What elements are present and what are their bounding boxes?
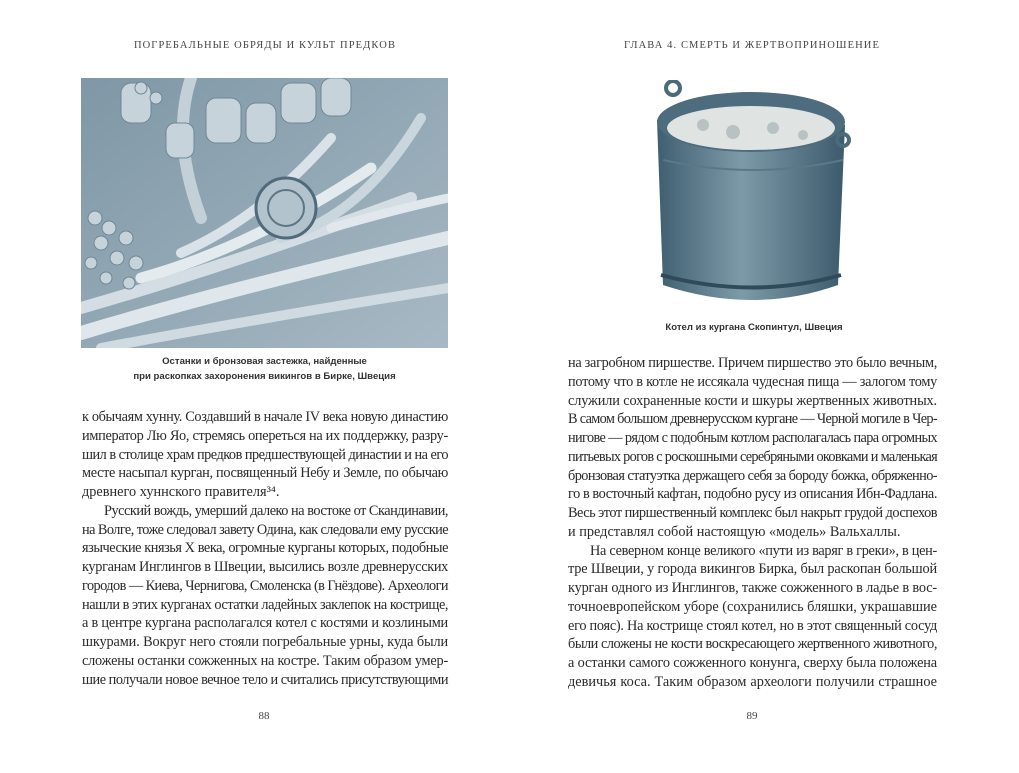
text-line: а останки самого сожженного конунга, сверху была положена — [568, 655, 937, 671]
text-line: В самом большом древнерусском кургане — Черной могиле в Чер- — [568, 411, 937, 428]
text-line: питьевых рогов с роскошными серебряными оковками и маленькая — [568, 448, 937, 465]
text-line: бронзовая статуэтка держащего себя за бороду божка, обряженно- — [568, 467, 937, 484]
text-line: шкурами. Вокруг него стояли погребальные урны, куда были — [82, 634, 448, 650]
running-head: ГЛАВА 4. СМЕРТЬ И ЖЕРТВОПРИНОШЕНИЕ — [624, 40, 880, 51]
text-line: нигове — рядом с подобным котлом располагалась пара огромных — [568, 430, 937, 446]
text-line: древнего хуннского правителя³⁴. — [82, 484, 280, 500]
text-line: курганам Инглингов в Швеции, высились возле древнерусских — [82, 559, 448, 575]
text-line: курган одного из Инглингов, также сожженного в ладье в вос- — [568, 580, 937, 596]
text-line: были сложены не кости воскресающего жертвенного животного, — [568, 636, 937, 653]
text-line: Русский вождь, умерший далеко на востоке от Скандинавии, — [104, 502, 448, 519]
text-line: на загробном пиршестве. Причем пиршество это было вечным, — [568, 355, 937, 371]
text-line: и представлял собой настоящую «модель» Вальхаллы. — [568, 523, 901, 540]
text-line: Весь этот пиршественный комплекс был накрыт грудой доспехов — [568, 505, 937, 521]
running-head: ПОГРЕБАЛЬНЫЕ ОБРЯДЫ И КУЛЬТ ПРЕДКОВ — [133, 40, 397, 51]
page-number: 89 — [746, 710, 758, 722]
text-line: го в восточный кафтан, подобно русу из описания Ибн-Фадлана. — [568, 486, 937, 503]
text-line: тре Швеции, у города викингов Бирка, был раскопан большой — [568, 561, 937, 578]
figure-caption — [570, 320, 938, 335]
text-line: его пояс). На кострище стоял котел, но в этот священный сосуд — [568, 617, 937, 634]
handle-ring — [666, 81, 680, 95]
text-line: языческие князья X века, огромные курганы которых, подобные — [82, 540, 448, 557]
cauldron-photo — [653, 80, 851, 310]
text-line: шие получали новое вечное тело и считались присутствующими — [82, 671, 448, 688]
caption-line: Останки и бронзовая застежка, найденные — [162, 356, 367, 367]
text-line: шил в столице храм предков предшествующей династии и на его — [82, 446, 448, 463]
text-line: потому что в котле не иссякала чудесная пища — залогом тому — [568, 373, 937, 390]
text-line: городов — Киева, Чернигова, Смоленска (в Гнёздове). Археологи — [82, 577, 448, 594]
text-line: девичья коса. Таким образом археологи получили страшное — [568, 673, 937, 690]
bronze-brooch — [256, 178, 316, 238]
text-line: к обычаям хунну. Создавший в начале IV века новую династию — [82, 409, 448, 425]
figure-caption — [81, 354, 448, 384]
caption-line: при раскопках захоронения викингов в Бирке, Швеция — [133, 371, 396, 382]
text-line: точноевропейском уборе (сохранились бляшки, украшавшие — [568, 598, 937, 615]
text-line: На северном конце великого «пути из варяг в греки», в цен- — [590, 542, 937, 559]
text-line: сложены останки сожженных на костре. Таким образом умер- — [82, 652, 448, 669]
text-line: месте насыпал курган, посвященный Небу и Земле, по обычаю — [82, 465, 448, 482]
text-line: а в центре кургана располагался котел с костями и козлиными — [82, 615, 448, 632]
text-line: нашли в этих курганах остатки ладейных заклепок на кострище, — [82, 596, 448, 613]
right-page — [510, 0, 1019, 773]
caption-line: Котел из кургана Скопинтул, Швеция — [665, 322, 843, 333]
text-line: служили сохраненные кости и шкуры жертвенных животных. — [568, 392, 937, 409]
body-text — [568, 354, 937, 692]
body-text — [82, 408, 448, 689]
text-line: на Волге, тоже следовал завету Одина, как следовали ему русские — [82, 521, 448, 538]
page-number: 88 — [258, 710, 270, 722]
text-line: император Лю Яо, стремясь опереться на их поддержку, разру- — [82, 427, 448, 444]
burial-remains-photo — [81, 78, 448, 348]
